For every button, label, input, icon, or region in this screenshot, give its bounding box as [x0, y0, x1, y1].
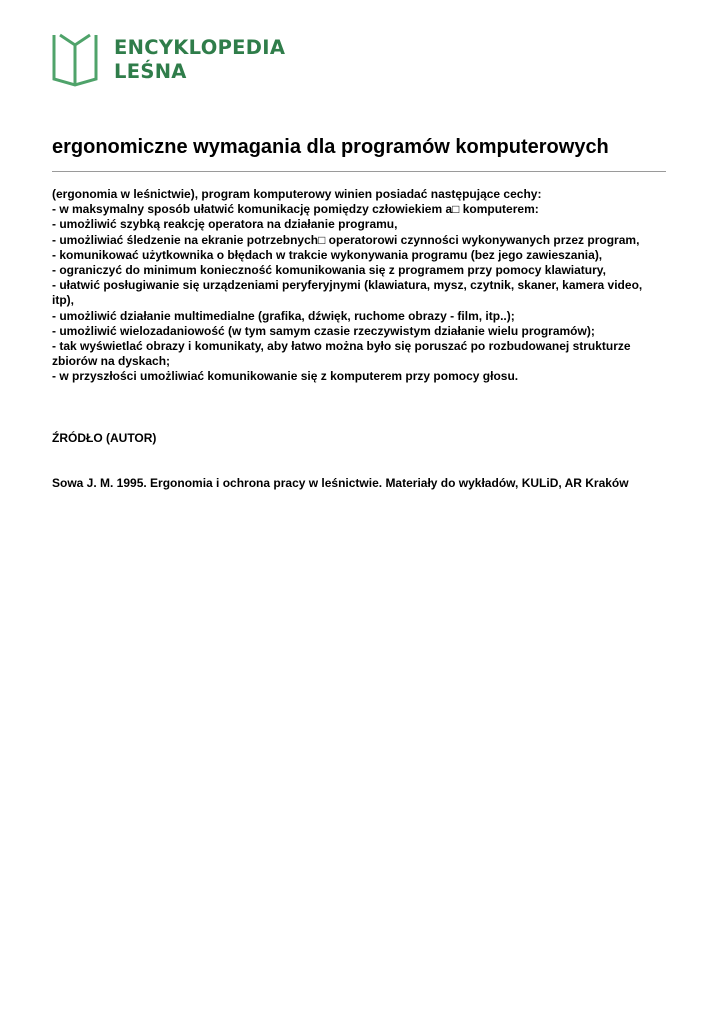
- body-line-item: - w przyszłości umożliwiać komunikowanie się z komputerem przy pomocy głosu.: [52, 369, 519, 384]
- brand-name-line1: ENCYKLOPEDIA: [114, 36, 286, 59]
- brand-name-line2: LEŚNA: [114, 60, 187, 83]
- body-line-item: - w maksymalny sposób ułatwić komunikację pomiędzy człowiekiem a□ komputerem:: [52, 202, 539, 217]
- source-heading: ŹRÓDŁO (AUTOR): [52, 431, 157, 445]
- title-divider: [52, 171, 666, 172]
- body-line-item: - ułatwić posługiwanie się urządzeniami peryferyjnymi (klawiatura, mysz, czytnik, skaner, kamera video, itp),: [52, 278, 643, 308]
- page-title: ergonomiczne wymagania dla programów komputerowych: [52, 136, 609, 158]
- brand-logo: [52, 32, 285, 88]
- open-book-icon: [52, 33, 98, 87]
- body-line-item: - umożliwiać śledzenie na ekranie potrzebnych□ operatorowi czynności wykonywanych przez program,: [52, 232, 640, 247]
- body-line-item: - umożliwić działanie multimedialne (grafika, dźwięk, ruchome obrazy - film, itp..);: [52, 308, 515, 323]
- body-line-item: - umożliwić szybką reakcję operatora na działanie programu,: [52, 217, 398, 232]
- article-body: [52, 187, 664, 385]
- body-line-intro: (ergonomia w leśnictwie), program komputerowy winien posiadać następujące cechy:: [52, 187, 542, 201]
- body-line-item: - umożliwić wielozadaniowość (w tym samym czasie rzeczywistym działanie wielu programów);: [52, 323, 595, 338]
- body-line-item: - ograniczyć do minimum konieczność komunikowania się z programem przy pomocy klawiatury,: [52, 263, 606, 278]
- brand-name: [114, 36, 285, 84]
- body-line-item: - tak wyświetlać obrazy i komunikaty, aby łatwo można było się poruszać po rozbudowanej strukturze zbiorów na dyskach;: [52, 339, 631, 369]
- body-line-item: - komunikować użytkownika o błędach w trakcie wykonywania programu (bez jego zawieszania),: [52, 247, 603, 262]
- source-citation: Sowa J. M. 1995. Ergonomia i ochrona pracy w leśnictwie. Materiały do wykładów, KULiD, AR Kraków: [52, 476, 629, 490]
